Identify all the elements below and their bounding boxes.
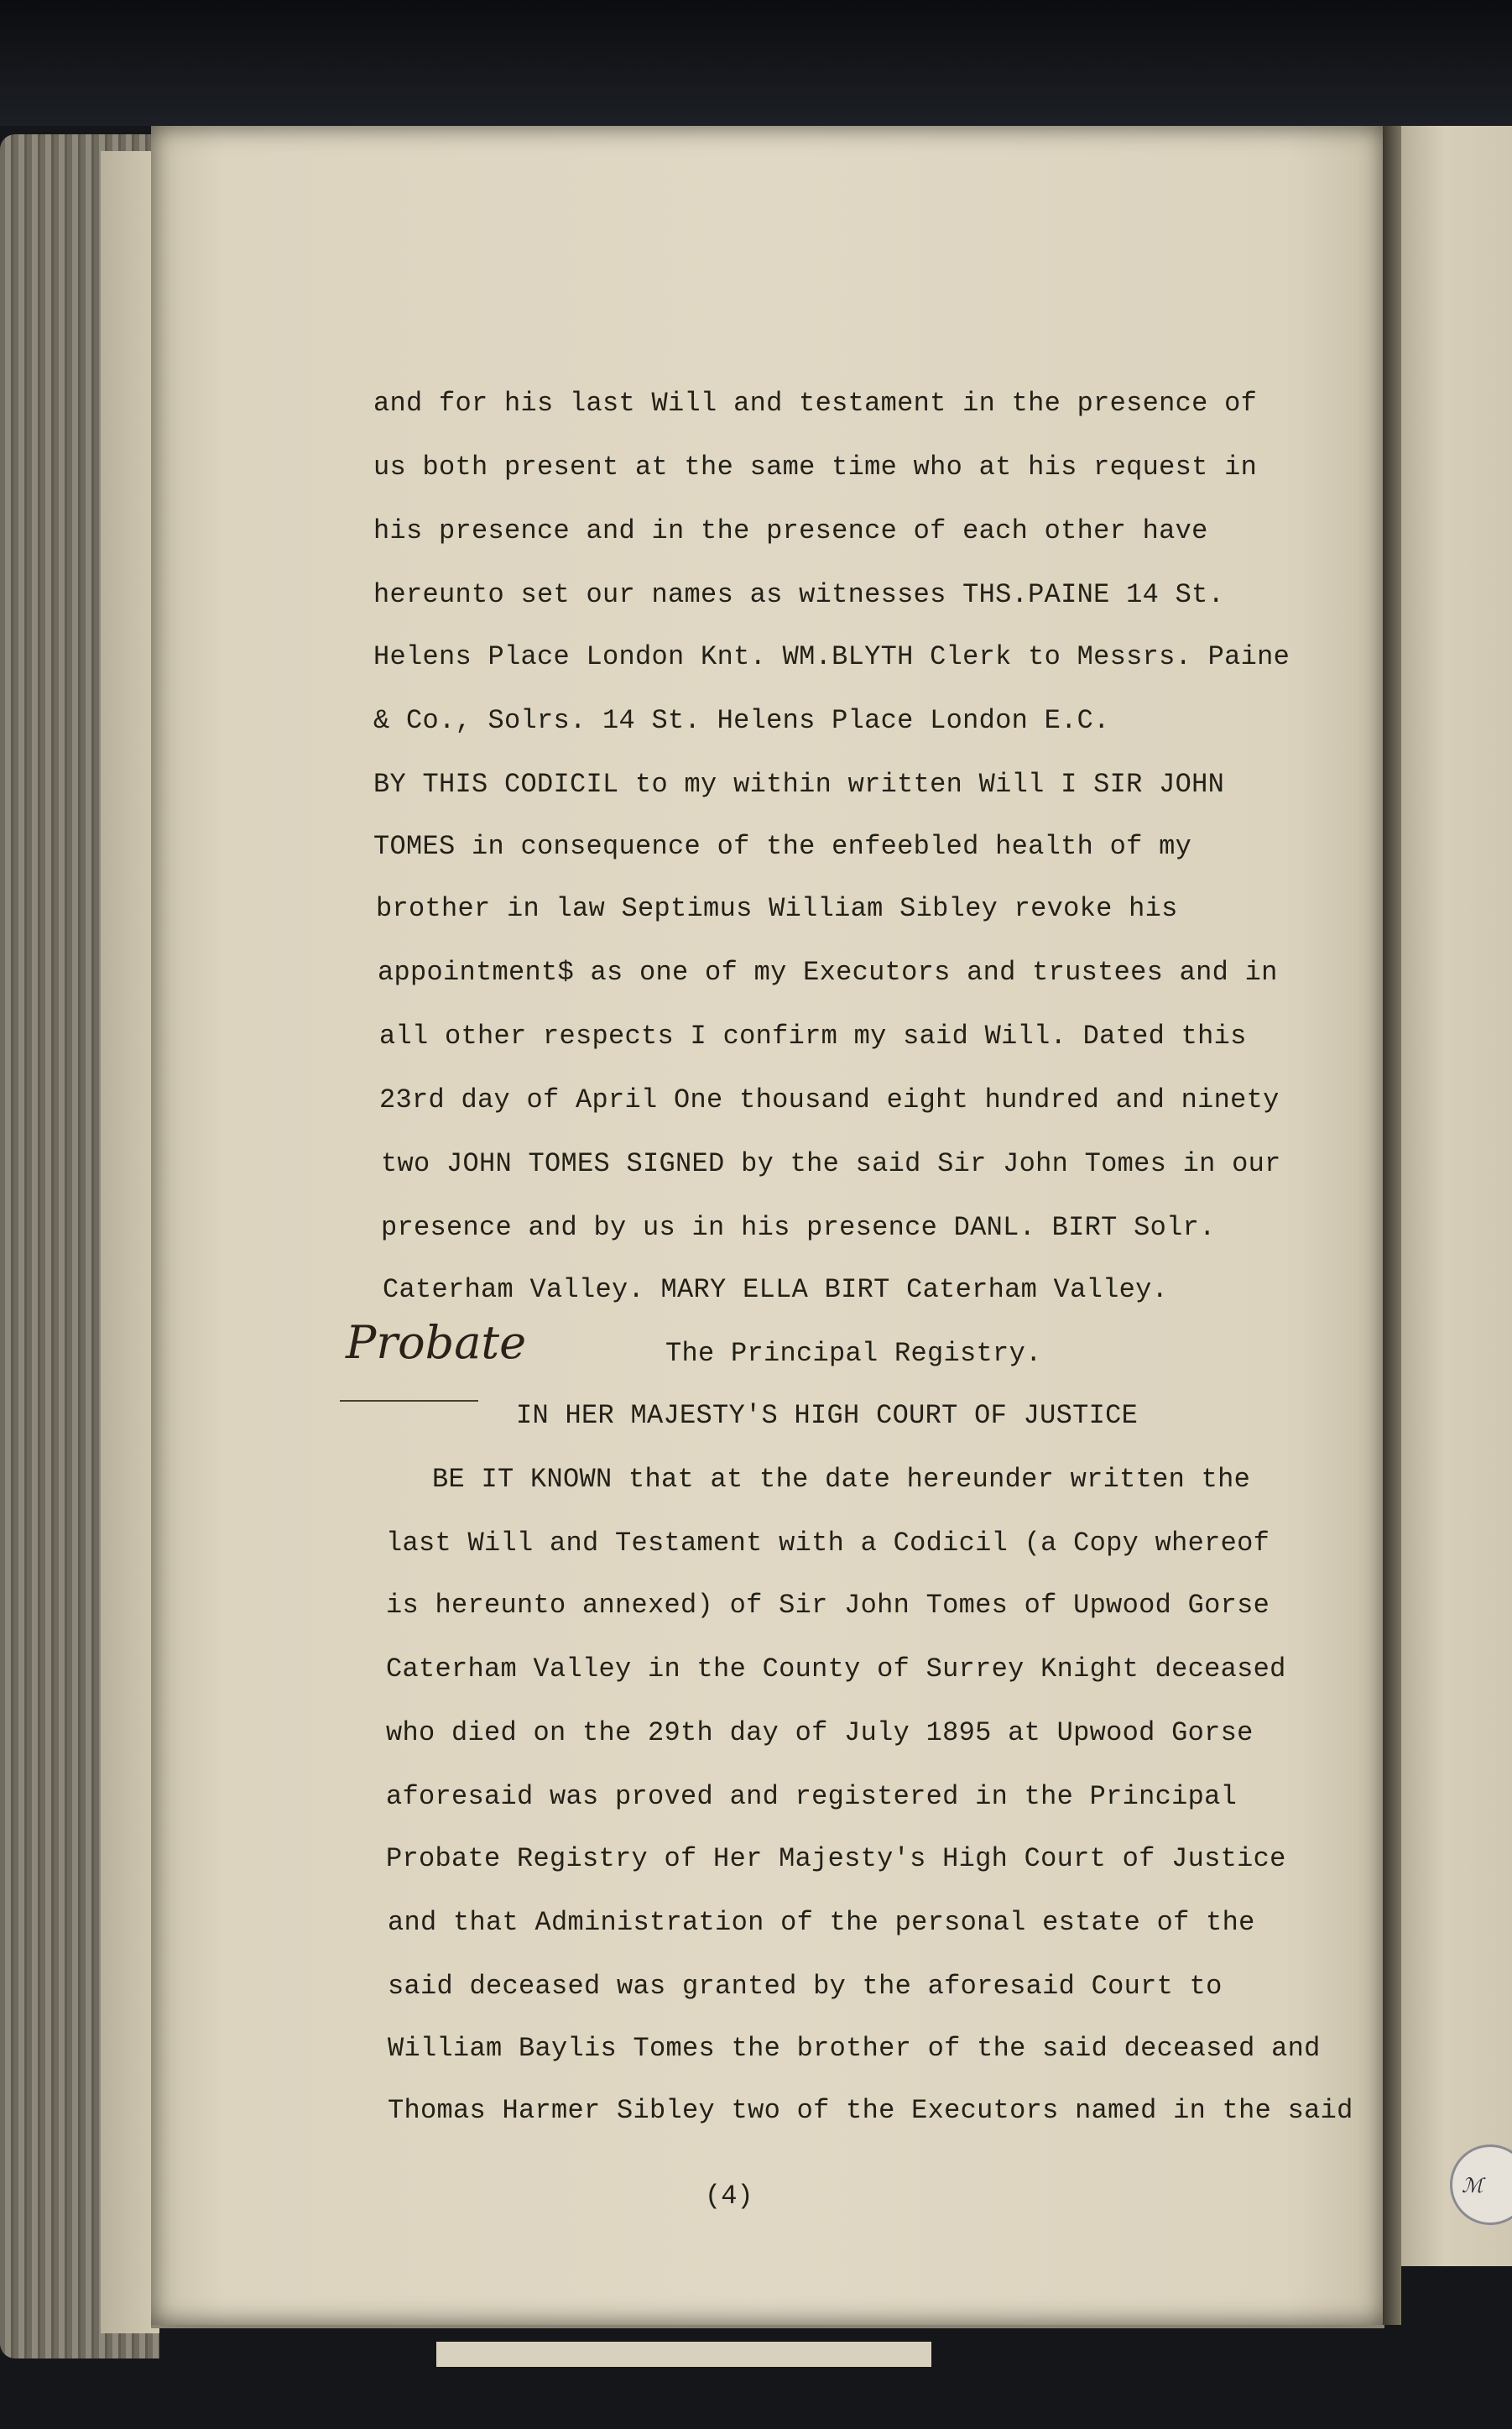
text-line: aforesaid was proved and registered in the Principal xyxy=(386,1781,1238,1812)
text-line: BY THIS CODICIL to my within written Will I SIR JOHN xyxy=(373,769,1225,800)
page-number: (4) xyxy=(705,2181,753,2212)
text-line: TOMES in consequence of the enfeebled health of my xyxy=(373,831,1192,862)
text-line: Helens Place London Knt. WM.BLYTH Clerk to Messrs. Paine xyxy=(373,641,1290,672)
book-gutter xyxy=(1383,126,1401,2325)
text-line: us both present at the same time who at his request in xyxy=(373,452,1258,483)
text-line: and that Administration of the personal estate of the xyxy=(388,1907,1255,1938)
text-line: 23rd day of April One thousand eight hundred and ninety xyxy=(379,1084,1280,1115)
text-line: Caterham Valley in the County of Surrey Knight deceased xyxy=(386,1653,1286,1685)
text-line: William Baylis Tomes the brother of the said deceased and xyxy=(388,2033,1321,2064)
text-line: hereunto set our names as witnesses THS.PAINE 14 St. xyxy=(373,579,1225,610)
text-line: Thomas Harmer Sibley two of the Executors named in the said xyxy=(388,2095,1353,2126)
background-shadow xyxy=(0,0,1512,126)
text-line: all other respects I confirm my said Will. Dated this xyxy=(379,1021,1247,1052)
registry-heading: The Principal Registry. xyxy=(665,1338,1042,1369)
text-line: is hereunto annexed) of Sir John Tomes of Upwood Gorse xyxy=(386,1590,1270,1621)
text-line: last Will and Testament with a Codicil (a Copy whereof xyxy=(386,1528,1270,1559)
text-line: Probate Registry of Her Majesty's High Court of Justice xyxy=(386,1843,1286,1874)
text-line: said deceased was granted by the aforesaid Court to xyxy=(388,1971,1223,2002)
text-line: brother in law Septimus William Sibley revoke his xyxy=(376,893,1178,924)
facing-page xyxy=(1400,126,1512,2266)
text-line: BE IT KNOWN that at the date hereunder written the xyxy=(432,1464,1251,1495)
text-line: his presence and in the presence of each other have xyxy=(373,515,1208,546)
text-line: two JOHN TOMES SIGNED by the said Sir John Tomes in our xyxy=(381,1148,1281,1179)
paper-strip xyxy=(436,2342,931,2367)
text-line: presence and by us in his presence DANL. BIRT Solr. xyxy=(381,1212,1216,1243)
marginal-underline xyxy=(340,1400,478,1402)
marginal-note-probate: Probate xyxy=(346,1316,527,1369)
archive-stamp-mark: ℳ xyxy=(1462,2174,1483,2197)
text-line: & Co., Solrs. 14 St. Helens Place London E.C. xyxy=(373,705,1110,736)
text-line: and for his last Will and testament in the presence of xyxy=(373,388,1258,419)
court-heading: IN HER MAJESTY'S HIGH COURT OF JUSTICE xyxy=(516,1400,1139,1431)
text-line: Caterham Valley. MARY ELLA BIRT Caterham Valley. xyxy=(383,1274,1169,1305)
text-line: appointment$ as one of my Executors and trustees and in xyxy=(378,957,1278,988)
text-line: who died on the 29th day of July 1895 at Upwood Gorse xyxy=(386,1717,1254,1748)
